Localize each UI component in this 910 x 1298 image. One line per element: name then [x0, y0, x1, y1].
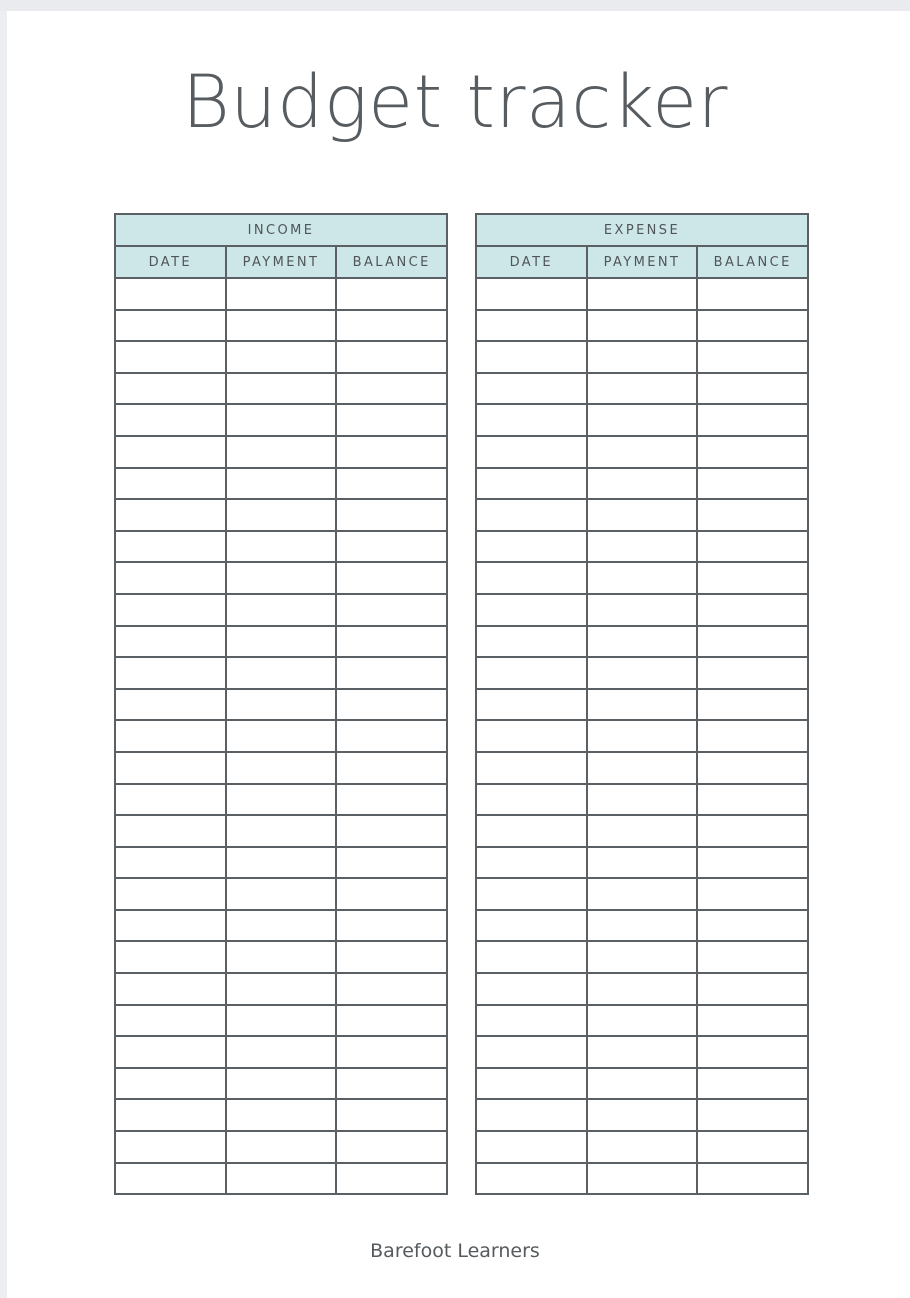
income-cell-balance[interactable]	[336, 499, 447, 531]
expense-cell-payment[interactable]	[587, 752, 698, 784]
income-table-row	[115, 626, 447, 658]
income-cell-balance[interactable]	[336, 531, 447, 563]
income-cell-balance[interactable]	[336, 310, 447, 342]
expense-table-row	[476, 436, 808, 468]
expense-cell-payment[interactable]	[587, 910, 698, 942]
income-table-row	[115, 278, 447, 310]
income-cell-balance[interactable]	[336, 278, 447, 310]
income-cell-payment[interactable]	[226, 562, 337, 594]
income-cell-date[interactable]	[115, 1036, 226, 1068]
expense-table-row	[476, 815, 808, 847]
income-cell-date[interactable]	[115, 404, 226, 436]
income-cell-date[interactable]	[115, 941, 226, 973]
income-cell-payment[interactable]	[226, 278, 337, 310]
expense-cell-payment[interactable]	[587, 531, 698, 563]
income-cell-date[interactable]	[115, 973, 226, 1005]
income-cell-date[interactable]	[115, 1163, 226, 1195]
expense-cell-date[interactable]	[476, 784, 587, 816]
expense-cell-balance[interactable]	[697, 689, 808, 721]
expense-cell-date[interactable]	[476, 562, 587, 594]
income-cell-balance[interactable]	[336, 657, 447, 689]
expense-cell-balance[interactable]	[697, 1005, 808, 1037]
expense-table	[475, 213, 809, 1195]
expense-cell-payment[interactable]	[587, 436, 698, 468]
income-table-row	[115, 341, 447, 373]
income-cell-date[interactable]	[115, 1068, 226, 1100]
expense-cell-payment[interactable]	[587, 1131, 698, 1163]
income-cell-payment[interactable]	[226, 752, 337, 784]
expense-cell-date[interactable]	[476, 815, 587, 847]
expense-cell-balance[interactable]	[697, 973, 808, 1005]
expense-table-row	[476, 1005, 808, 1037]
income-cell-balance[interactable]	[336, 784, 447, 816]
expense-cell-payment[interactable]	[587, 847, 698, 879]
income-cell-payment[interactable]	[226, 720, 337, 752]
income-col-date: DATE	[115, 246, 226, 278]
expense-cell-balance[interactable]	[697, 278, 808, 310]
window-top-strip	[0, 0, 910, 11]
income-table-row	[115, 973, 447, 1005]
income-cell-payment[interactable]	[226, 815, 337, 847]
income-cell-date[interactable]	[115, 689, 226, 721]
expense-table-row	[476, 404, 808, 436]
income-cell-date[interactable]	[115, 531, 226, 563]
expense-cell-date[interactable]	[476, 941, 587, 973]
page-title: Budget tracker	[181, 60, 729, 145]
expense-heading: EXPENSE	[476, 214, 808, 246]
expense-cell-balance[interactable]	[697, 878, 808, 910]
expense-cell-balance[interactable]	[697, 941, 808, 973]
expense-cell-balance[interactable]	[697, 1036, 808, 1068]
expense-col-date: DATE	[476, 246, 587, 278]
expense-table-row	[476, 468, 808, 500]
income-cell-date[interactable]	[115, 847, 226, 879]
expense-cell-balance[interactable]	[697, 310, 808, 342]
income-cell-payment[interactable]	[226, 1036, 337, 1068]
income-cell-payment[interactable]	[226, 310, 337, 342]
income-cell-payment[interactable]	[226, 1005, 337, 1037]
expense-table-row	[476, 310, 808, 342]
income-cell-balance[interactable]	[336, 1068, 447, 1100]
income-col-payment: PAYMENT	[226, 246, 337, 278]
income-cell-balance[interactable]	[336, 1163, 447, 1195]
income-cell-date[interactable]	[115, 1005, 226, 1037]
income-table-row	[115, 1005, 447, 1037]
income-table-row	[115, 436, 447, 468]
income-cell-date[interactable]	[115, 373, 226, 405]
expense-cell-date[interactable]	[476, 436, 587, 468]
expense-cell-date[interactable]	[476, 531, 587, 563]
expense-table-row	[476, 847, 808, 879]
expense-cell-date[interactable]	[476, 752, 587, 784]
expense-cell-date[interactable]	[476, 499, 587, 531]
expense-table-row	[476, 941, 808, 973]
expense-cell-date[interactable]	[476, 594, 587, 626]
expense-cell-balance[interactable]	[697, 720, 808, 752]
income-cell-date[interactable]	[115, 468, 226, 500]
expense-table-row	[476, 341, 808, 373]
expense-cell-date[interactable]	[476, 720, 587, 752]
expense-col-payment: PAYMENT	[587, 246, 698, 278]
expense-cell-date[interactable]	[476, 878, 587, 910]
income-cell-date[interactable]	[115, 310, 226, 342]
expense-cell-date[interactable]	[476, 373, 587, 405]
income-cell-balance[interactable]	[336, 404, 447, 436]
expense-table-row	[476, 973, 808, 1005]
expense-cell-date[interactable]	[476, 341, 587, 373]
income-table-row	[115, 720, 447, 752]
income-table-row	[115, 910, 447, 942]
expense-cell-date[interactable]	[476, 404, 587, 436]
expense-cell-date[interactable]	[476, 310, 587, 342]
income-cell-payment[interactable]	[226, 847, 337, 879]
income-cell-payment[interactable]	[226, 973, 337, 1005]
income-cell-date[interactable]	[115, 499, 226, 531]
expense-cell-payment[interactable]	[587, 784, 698, 816]
income-table-row	[115, 1163, 447, 1195]
expense-cell-balance[interactable]	[697, 404, 808, 436]
income-cell-date[interactable]	[115, 1099, 226, 1131]
expense-cell-date[interactable]	[476, 910, 587, 942]
expense-cell-date[interactable]	[476, 973, 587, 1005]
expense-table-row	[476, 1163, 808, 1195]
expense-cell-balance[interactable]	[697, 784, 808, 816]
expense-cell-balance[interactable]	[697, 1163, 808, 1195]
income-cell-balance[interactable]	[336, 341, 447, 373]
income-cell-payment[interactable]	[226, 626, 337, 658]
income-table-row	[115, 594, 447, 626]
expense-cell-payment[interactable]	[587, 657, 698, 689]
expense-table-row	[476, 752, 808, 784]
income-cell-date[interactable]	[115, 341, 226, 373]
income-cell-date[interactable]	[115, 815, 226, 847]
expense-cell-date[interactable]	[476, 1068, 587, 1100]
expense-cell-payment[interactable]	[587, 404, 698, 436]
income-cell-payment[interactable]	[226, 531, 337, 563]
income-cell-date[interactable]	[115, 626, 226, 658]
expense-cell-date[interactable]	[476, 626, 587, 658]
expense-cell-payment[interactable]	[587, 468, 698, 500]
income-table	[114, 213, 448, 1195]
expense-cell-balance[interactable]	[697, 499, 808, 531]
income-cell-payment[interactable]	[226, 404, 337, 436]
income-cell-balance[interactable]	[336, 910, 447, 942]
income-table-row	[115, 1036, 447, 1068]
income-table-row	[115, 404, 447, 436]
footer-brand: Barefoot Learners	[370, 1240, 540, 1262]
expense-cell-payment[interactable]	[587, 278, 698, 310]
expense-cell-payment[interactable]	[587, 1005, 698, 1037]
expense-table-row	[476, 689, 808, 721]
expense-cell-payment[interactable]	[587, 499, 698, 531]
expense-cell-balance[interactable]	[697, 1068, 808, 1100]
expense-cell-payment[interactable]	[587, 562, 698, 594]
income-cell-date[interactable]	[115, 878, 226, 910]
expense-cell-balance[interactable]	[697, 562, 808, 594]
income-table-row	[115, 1131, 447, 1163]
expense-table-row	[476, 910, 808, 942]
expense-cell-date[interactable]	[476, 1036, 587, 1068]
income-cell-date[interactable]	[115, 720, 226, 752]
income-rows	[115, 278, 447, 1194]
income-cell-balance[interactable]	[336, 847, 447, 879]
expense-rows	[476, 278, 808, 1194]
income-table-row	[115, 878, 447, 910]
income-cell-balance[interactable]	[336, 752, 447, 784]
income-table-row	[115, 373, 447, 405]
expense-cell-payment[interactable]	[587, 594, 698, 626]
expense-cell-balance[interactable]	[697, 1099, 808, 1131]
expense-cell-date[interactable]	[476, 689, 587, 721]
expense-cell-payment[interactable]	[587, 1099, 698, 1131]
expense-table-row	[476, 626, 808, 658]
expense-cell-balance[interactable]	[697, 436, 808, 468]
income-cell-payment[interactable]	[226, 373, 337, 405]
expense-table-row	[476, 531, 808, 563]
income-cell-balance[interactable]	[336, 436, 447, 468]
income-table-row	[115, 847, 447, 879]
income-cell-balance[interactable]	[336, 689, 447, 721]
income-cell-balance[interactable]	[336, 373, 447, 405]
expense-table-row	[476, 1131, 808, 1163]
expense-table-row	[476, 720, 808, 752]
expense-cell-date[interactable]	[476, 1131, 587, 1163]
expense-cell-payment[interactable]	[587, 1036, 698, 1068]
expense-table-row	[476, 657, 808, 689]
expense-cell-balance[interactable]	[697, 657, 808, 689]
income-cell-payment[interactable]	[226, 594, 337, 626]
expense-table-row	[476, 278, 808, 310]
income-table-row	[115, 468, 447, 500]
income-cell-balance[interactable]	[336, 815, 447, 847]
expense-col-balance: BALANCE	[697, 246, 808, 278]
income-cell-balance[interactable]	[336, 626, 447, 658]
income-table-row	[115, 689, 447, 721]
income-table-row	[115, 752, 447, 784]
income-cell-payment[interactable]	[226, 341, 337, 373]
expense-cell-balance[interactable]	[697, 847, 808, 879]
expense-cell-payment[interactable]	[587, 689, 698, 721]
expense-cell-balance[interactable]	[697, 752, 808, 784]
expense-cell-payment[interactable]	[587, 341, 698, 373]
expense-cell-balance[interactable]	[697, 468, 808, 500]
income-cell-payment[interactable]	[226, 910, 337, 942]
income-cell-date[interactable]	[115, 784, 226, 816]
expense-cell-date[interactable]	[476, 1163, 587, 1195]
expense-cell-payment[interactable]	[587, 310, 698, 342]
expense-cell-payment[interactable]	[587, 973, 698, 1005]
expense-cell-balance[interactable]	[697, 626, 808, 658]
expense-cell-date[interactable]	[476, 847, 587, 879]
income-cell-balance[interactable]	[336, 468, 447, 500]
income-cell-payment[interactable]	[226, 1131, 337, 1163]
income-cell-payment[interactable]	[226, 1068, 337, 1100]
expense-table-row	[476, 784, 808, 816]
expense-cell-balance[interactable]	[697, 531, 808, 563]
income-cell-payment[interactable]	[226, 689, 337, 721]
expense-cell-payment[interactable]	[587, 373, 698, 405]
income-cell-payment[interactable]	[226, 657, 337, 689]
income-heading: INCOME	[115, 214, 447, 246]
income-cell-date[interactable]	[115, 657, 226, 689]
income-cell-balance[interactable]	[336, 1005, 447, 1037]
income-table-row	[115, 310, 447, 342]
income-cell-payment[interactable]	[226, 941, 337, 973]
expense-cell-date[interactable]	[476, 278, 587, 310]
expense-table-row	[476, 373, 808, 405]
expense-table-row	[476, 1068, 808, 1100]
income-cell-balance[interactable]	[336, 941, 447, 973]
income-cell-date[interactable]	[115, 1131, 226, 1163]
expense-cell-date[interactable]	[476, 1005, 587, 1037]
income-cell-balance[interactable]	[336, 594, 447, 626]
income-cell-date[interactable]	[115, 436, 226, 468]
expense-cell-balance[interactable]	[697, 594, 808, 626]
income-table-row	[115, 657, 447, 689]
income-col-balance: BALANCE	[336, 246, 447, 278]
income-cell-balance[interactable]	[336, 720, 447, 752]
expense-cell-payment[interactable]	[587, 626, 698, 658]
income-table-row	[115, 1099, 447, 1131]
expense-cell-balance[interactable]	[697, 910, 808, 942]
expense-table-row	[476, 499, 808, 531]
expense-table-row	[476, 562, 808, 594]
expense-cell-payment[interactable]	[587, 815, 698, 847]
income-table-row	[115, 499, 447, 531]
expense-cell-date[interactable]	[476, 1099, 587, 1131]
expense-cell-balance[interactable]	[697, 373, 808, 405]
income-cell-balance[interactable]	[336, 562, 447, 594]
expense-cell-balance[interactable]	[697, 815, 808, 847]
income-cell-date[interactable]	[115, 562, 226, 594]
income-cell-payment[interactable]	[226, 499, 337, 531]
expense-table-row	[476, 594, 808, 626]
income-cell-balance[interactable]	[336, 1036, 447, 1068]
expense-cell-payment[interactable]	[587, 941, 698, 973]
income-cell-payment[interactable]	[226, 878, 337, 910]
income-cell-payment[interactable]	[226, 468, 337, 500]
income-table-row	[115, 784, 447, 816]
expense-table-row	[476, 878, 808, 910]
income-cell-payment[interactable]	[226, 436, 337, 468]
expense-cell-payment[interactable]	[587, 720, 698, 752]
income-cell-balance[interactable]	[336, 973, 447, 1005]
income-cell-balance[interactable]	[336, 1131, 447, 1163]
expense-cell-payment[interactable]	[587, 1163, 698, 1195]
income-cell-balance[interactable]	[336, 878, 447, 910]
income-cell-balance[interactable]	[336, 1099, 447, 1131]
income-cell-date[interactable]	[115, 594, 226, 626]
income-table-row	[115, 941, 447, 973]
expense-cell-balance[interactable]	[697, 1131, 808, 1163]
expense-table-row	[476, 1036, 808, 1068]
expense-cell-date[interactable]	[476, 657, 587, 689]
expense-cell-date[interactable]	[476, 468, 587, 500]
income-table-row	[115, 1068, 447, 1100]
income-table-row	[115, 531, 447, 563]
income-cell-date[interactable]	[115, 752, 226, 784]
income-cell-payment[interactable]	[226, 1099, 337, 1131]
income-cell-date[interactable]	[115, 910, 226, 942]
income-cell-payment[interactable]	[226, 784, 337, 816]
expense-cell-payment[interactable]	[587, 1068, 698, 1100]
income-table-row	[115, 815, 447, 847]
income-cell-payment[interactable]	[226, 1163, 337, 1195]
expense-table-row	[476, 1099, 808, 1131]
expense-cell-balance[interactable]	[697, 341, 808, 373]
income-cell-date[interactable]	[115, 278, 226, 310]
expense-cell-payment[interactable]	[587, 878, 698, 910]
income-table-row	[115, 562, 447, 594]
